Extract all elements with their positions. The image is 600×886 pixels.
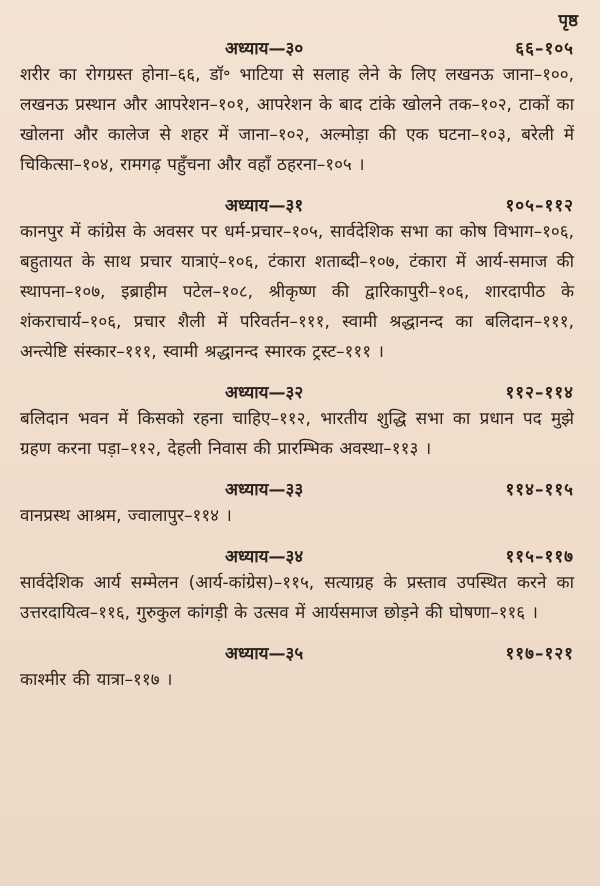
chapter-page-range: ११७–१२१ [505,644,574,664]
chapter-heading [20,380,574,404]
chapter-page-range: ११५–११७ [505,547,574,567]
chapter-summary: बलिदान भवन में किसको रहना चाहिए–११२, भारतीय शुद्धि सभा का प्रधान पद मुझे ग्रहण करना पड़ा–११२, देहली निवास की प्रारम्भिक अवस्था–११३ । [20,409,574,459]
chapter-title: अध्याय—३० [225,39,304,59]
chapter-entry [20,36,574,180]
chapter-title: अध्याय—३५ [225,644,304,664]
chapter-entry [20,380,574,464]
page-column-label: पृष्ठ [558,11,578,31]
chapter-entry [20,193,574,367]
chapter-entry [20,641,574,695]
chapter-page-range: ११४–११५ [505,480,574,500]
chapter-heading [20,477,574,501]
chapter-title: अध्याय—३१ [225,196,304,216]
chapter-page-range: ११२–११४ [505,383,574,403]
chapter-heading [20,641,574,665]
chapter-heading [20,544,574,568]
chapter-summary: शरीर का रोगग्रस्त होना–६६, डॉ॰ भाटिया से सलाह लेने के लिए लखनऊ जाना–१००, लखनऊ प्रस्थान और आपरेशन–१०१, आपरेशन के बाद टांके खोलने तक–१०२, टाकों का खोलना और कालेज से शहर में जाना–१०२, अल्मोड़ा की एक घटना–१०३, बरेली में चिकित्सा–१०४, रामगढ़ पहुँचना और वहाँ ठहरना–१०५ । [20,65,574,175]
chapter-summary: कानपुर में कांग्रेस के अवसर पर धर्म-प्रचार–१०५, सार्वदेशिक सभा का कोष विभाग–१०६, बहुतायत के साथ प्रचार यात्राएं–१०६, टंकारा शताब्दी–१०७, टंकारा में आर्य-समाज की स्थापना–१०७, इब्राहीम पटेल–१०८, श्रीकृष्ण की द्वारिकापुरी–१०६, शारदापीठ के शंकराचार्य–१०६, प्रचार शैली में परिवर्तन–१११, स्वामी श्रद्धानन्द का बलिदान–१११, अन्त्येष्टि संस्कार–१११, स्वामी श्रद्धानन्द स्मारक ट्रस्ट–१११ । [20,222,574,362]
chapter-title: अध्याय—३२ [225,383,304,403]
chapter-title: अध्याय—३४ [225,547,304,567]
chapter-summary: वानप्रस्थ आश्रम, ज्वालापुर–११४ । [20,506,232,526]
chapter-heading [20,36,574,60]
chapter-entry [20,477,574,531]
chapter-summary: काश्मीर की यात्रा–११७ । [20,670,173,690]
chapter-page-range: १०५–११२ [505,196,574,216]
chapter-title: अध्याय—३३ [225,480,304,500]
chapter-heading [20,193,574,217]
chapter-list [20,36,574,708]
chapter-entry [20,544,574,628]
chapter-summary: सार्वदेशिक आर्य सम्मेलन (आर्य-कांग्रेस)–११५, सत्याग्रह के प्रस्ताव उपस्थित करने का उत्तरदायित्व–११६, गुरुकुल कांगड़ी के उत्सव में आर्यसमाज छोड़ने की घोषणा–११६ । [20,573,574,623]
chapter-page-range: ६६–१०५ [515,39,574,59]
